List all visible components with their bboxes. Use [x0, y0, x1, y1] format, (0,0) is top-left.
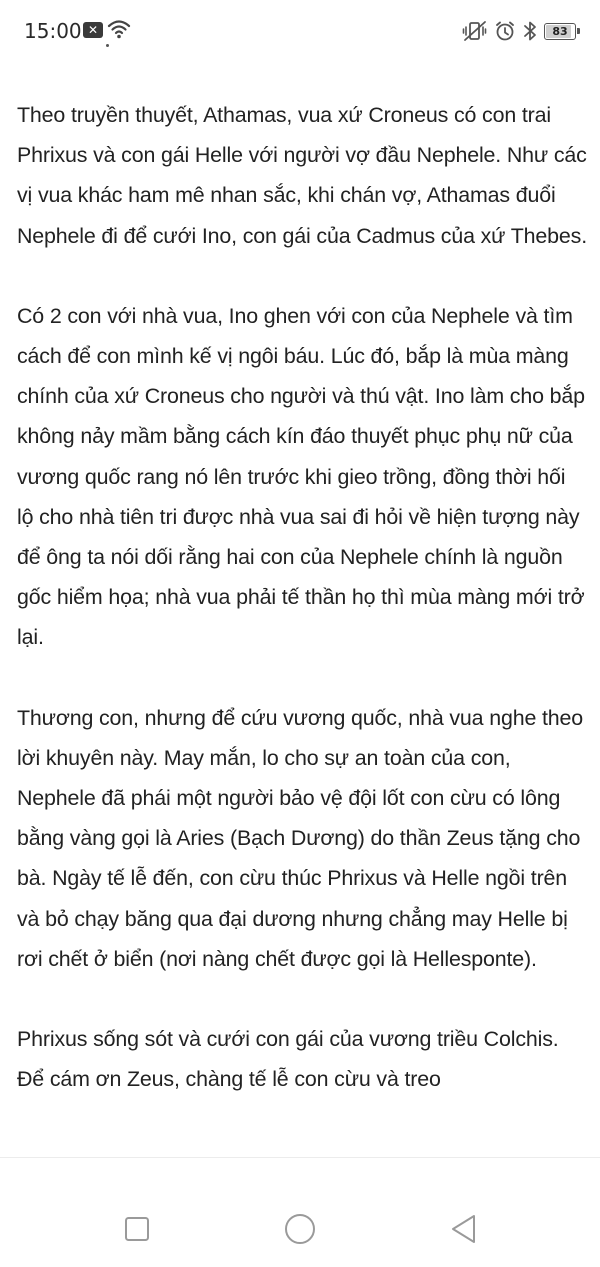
- paragraph-2: Có 2 con với nhà vua, Ino ghen với con của Nephele và tìm cách để con mình kế vị ngôi báu. Lúc đó, bắp là mùa màng chính của xứ Croneus cho người và thú vật. Ino làm cho bắp không nảy mầm bằng cách kín đáo thuyết phục phụ nữ của vương quốc rang nó lên trước khi gieo trồng, đồng thời hối lộ cho nhà tiên tri được nhà vua sai đi hỏi về hiện tượng này để ông ta nói dối rằng hai con của Nephele chính là nguồn gốc hiểm họa; nhà vua phải tế thần họ thì mùa màng mới trở lại.: [17, 303, 585, 650]
- paragraph-3: Thương con, nhưng để cứu vương quốc, nhà vua nghe theo lời khuyên này. May mắn, lo cho sự an toàn của con, Nephele đã phái một người bảo vệ đội lốt con cừu có lông bằng vàng gọi là Aries (Bạch Dương) do thần Zeus tặng cho bà. Ngày tế lễ đến, con cừu thúc Phrixus và Helle ngồi trên và bỏ chạy băng qua đại dương nhưng chẳng may Helle bị rơi chết ở biển (nơi nàng chết được gọi là Hellesponte).: [17, 705, 584, 971]
- article-body: [17, 95, 587, 1139]
- close-x-icon: ✕: [83, 22, 103, 38]
- battery-level: 83: [552, 24, 568, 38]
- recent-apps-square-icon[interactable]: [124, 1216, 150, 1242]
- paragraph-4: Phrixus sống sót và cưới con gái của vương triều Colchis. Để cám ơn Zeus, chàng tế lễ con cừu và treo: [17, 1027, 559, 1092]
- home-circle-icon[interactable]: [284, 1213, 316, 1245]
- status-time: 15:00: [24, 19, 82, 43]
- paragraph-1: Theo truyền thuyết, Athamas, vua xứ Croneus có con trai Phrixus và con gái Helle với người vợ đầu Nephele. Như các vị vua khác ham mê nhan sắc, khi chán vợ, Athamas đuổi Nephele đi để cưới Ino, con gái của Cadmus của xứ Thebes.: [17, 103, 588, 248]
- navigation-bar: [0, 1157, 600, 1267]
- back-triangle-icon[interactable]: [450, 1214, 478, 1244]
